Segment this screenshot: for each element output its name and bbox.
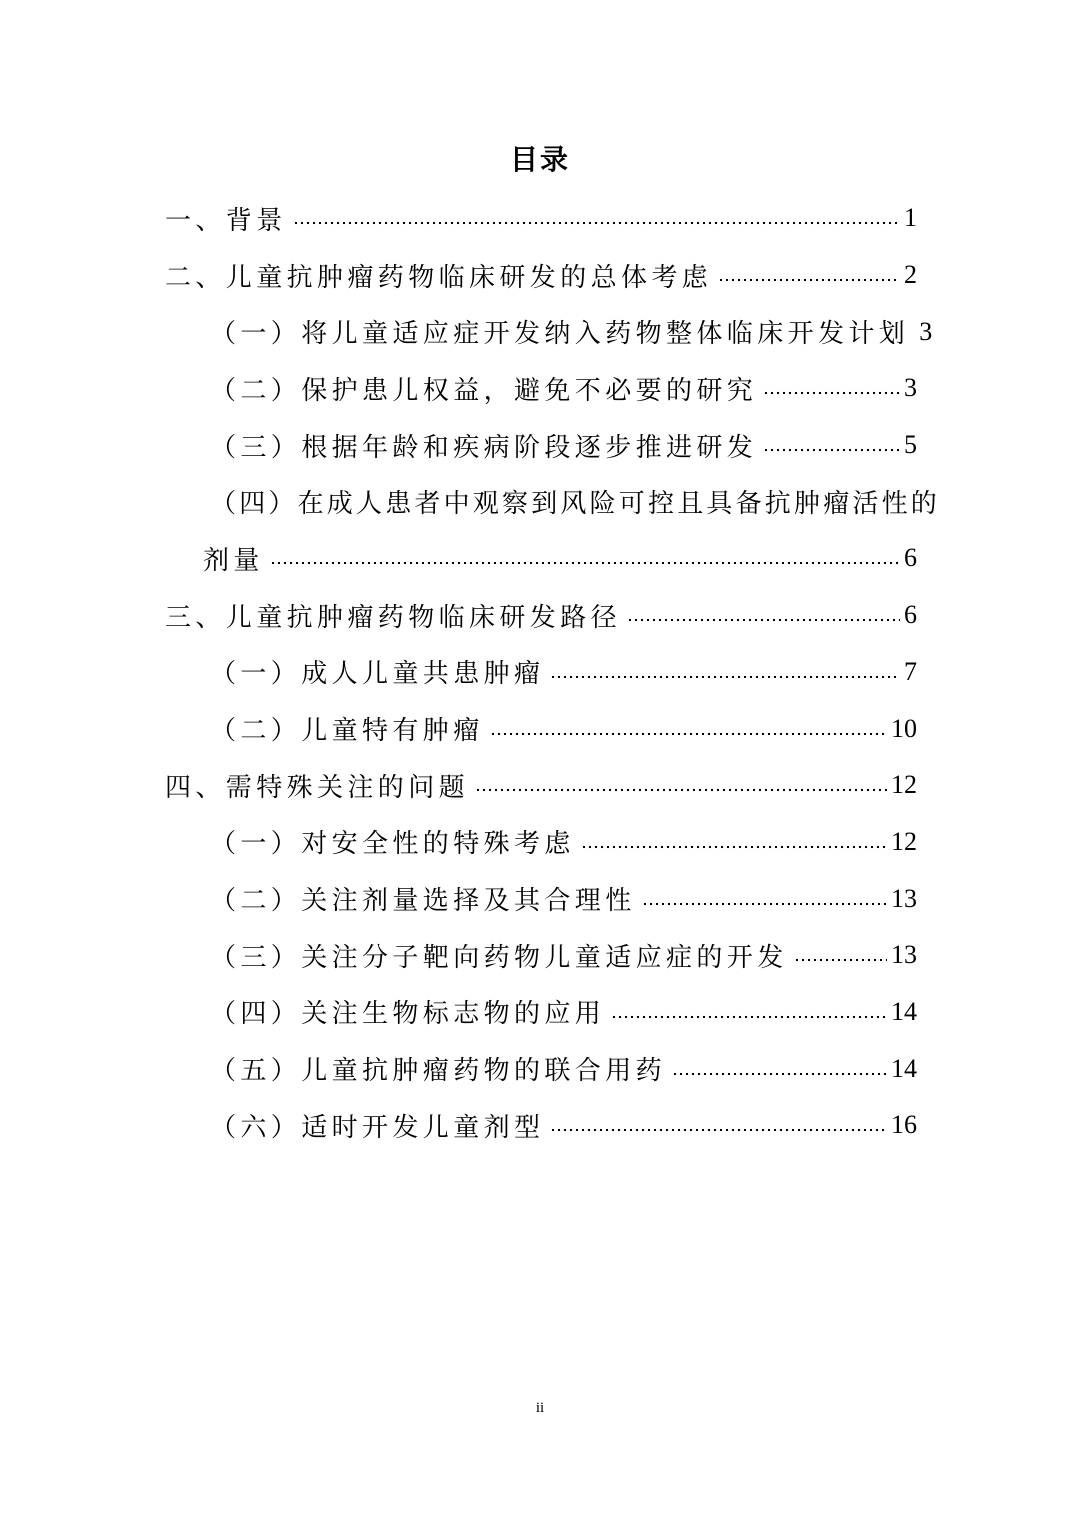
toc-title: 目录 bbox=[509, 143, 570, 176]
toc-entry-label: （五）儿童抗肿瘤药物的联合用药 bbox=[210, 1056, 667, 1087]
toc-entry-label: 四、需特殊关注的问题 bbox=[165, 772, 470, 803]
toc-entry-section-4-5[interactable] bbox=[165, 1040, 917, 1097]
dot-leader bbox=[627, 618, 900, 622]
toc-entry-page: 13 bbox=[891, 940, 917, 970]
dot-leader bbox=[475, 788, 887, 792]
toc-entry-section-4-6[interactable] bbox=[165, 1097, 917, 1154]
dot-leader bbox=[763, 448, 900, 452]
toc-entry-section-3-1[interactable] bbox=[165, 644, 917, 701]
dot-leader bbox=[581, 845, 887, 849]
dot-leader bbox=[672, 1072, 887, 1076]
toc-entry-page: 3 bbox=[904, 373, 917, 403]
toc-entry-section-2-4[interactable] bbox=[165, 473, 941, 530]
dot-leader bbox=[293, 221, 900, 225]
toc-entry-label: （六）适时开发儿童剂型 bbox=[210, 1112, 545, 1143]
toc-entry-section-3[interactable] bbox=[165, 587, 917, 644]
toc-entry-label: （一）成人儿童共患肿瘤 bbox=[210, 659, 545, 690]
table-of-contents bbox=[165, 190, 941, 1154]
toc-entry-label: （二）关注剂量选择及其合理性 bbox=[210, 886, 636, 917]
toc-entry-section-4-4[interactable] bbox=[165, 984, 917, 1041]
toc-entry-section-2-4-continued[interactable] bbox=[165, 530, 917, 587]
toc-entry-background[interactable] bbox=[165, 190, 917, 247]
toc-entry-section-4-3[interactable] bbox=[165, 927, 917, 984]
toc-entry-page: 3 bbox=[919, 316, 933, 346]
footer-page-number: ii bbox=[535, 1400, 545, 1416]
toc-entry-section-2[interactable] bbox=[165, 247, 917, 304]
toc-entry-page: 16 bbox=[891, 1110, 917, 1140]
toc-entry-label: （二）儿童特有肿瘤 bbox=[210, 716, 484, 747]
toc-entry-label: 一、背景 bbox=[165, 205, 287, 236]
toc-entry-section-2-3[interactable] bbox=[165, 417, 917, 474]
dot-leader bbox=[270, 561, 900, 565]
toc-entry-label: 三、儿童抗肿瘤药物临床研发路径 bbox=[165, 602, 622, 633]
toc-entry-label-line2: 剂量 bbox=[203, 545, 264, 576]
toc-entry-label: 二、儿童抗肿瘤药物临床研发的总体考虑 bbox=[165, 262, 713, 293]
toc-entry-page: 12 bbox=[891, 770, 917, 800]
toc-entry-page: 10 bbox=[891, 713, 917, 743]
toc-entry-section-2-2[interactable] bbox=[165, 360, 917, 417]
toc-entry-page: 7 bbox=[904, 656, 917, 686]
toc-entry-label: （三）关注分子靶向药物儿童适应症的开发 bbox=[210, 942, 788, 973]
dot-leader bbox=[550, 675, 900, 679]
dot-leader bbox=[763, 391, 900, 395]
dot-leader bbox=[718, 278, 900, 282]
toc-entry-label-line1: （四）在成人患者中观察到风险可控且具备抗肿瘤活性的 bbox=[210, 489, 941, 520]
toc-entry-page: 2 bbox=[904, 260, 917, 290]
toc-entry-page: 14 bbox=[891, 1053, 917, 1083]
toc-entry-section-4[interactable] bbox=[165, 757, 917, 814]
toc-entry-section-2-1[interactable] bbox=[165, 303, 933, 360]
toc-entry-page: 14 bbox=[891, 996, 917, 1026]
toc-entry-page: 5 bbox=[904, 430, 917, 460]
toc-entry-label: （三）根据年龄和疾病阶段逐步推进研发 bbox=[210, 432, 758, 463]
toc-entry-page: 6 bbox=[904, 600, 917, 630]
toc-entry-page: 1 bbox=[904, 203, 917, 233]
dot-leader bbox=[794, 958, 887, 962]
dot-leader bbox=[611, 1015, 887, 1019]
toc-entry-label: （四）关注生物标志物的应用 bbox=[210, 999, 606, 1030]
toc-entry-section-4-1[interactable] bbox=[165, 814, 917, 871]
toc-entry-page: 13 bbox=[891, 883, 917, 913]
dot-leader bbox=[490, 732, 887, 736]
toc-entry-label: （二）保护患儿权益，避免不必要的研究 bbox=[210, 375, 758, 406]
toc-entry-page: 12 bbox=[891, 826, 917, 856]
dot-leader bbox=[550, 1128, 887, 1132]
toc-entry-page: 6 bbox=[904, 543, 917, 573]
toc-entry-section-3-2[interactable] bbox=[165, 700, 917, 757]
toc-entry-label: （一）对安全性的特殊考虑 bbox=[210, 829, 575, 860]
toc-entry-section-4-2[interactable] bbox=[165, 870, 917, 927]
dot-leader bbox=[642, 902, 887, 906]
toc-entry-label: （一）将儿童适应症开发纳入药物整体临床开发计划 bbox=[210, 319, 910, 350]
